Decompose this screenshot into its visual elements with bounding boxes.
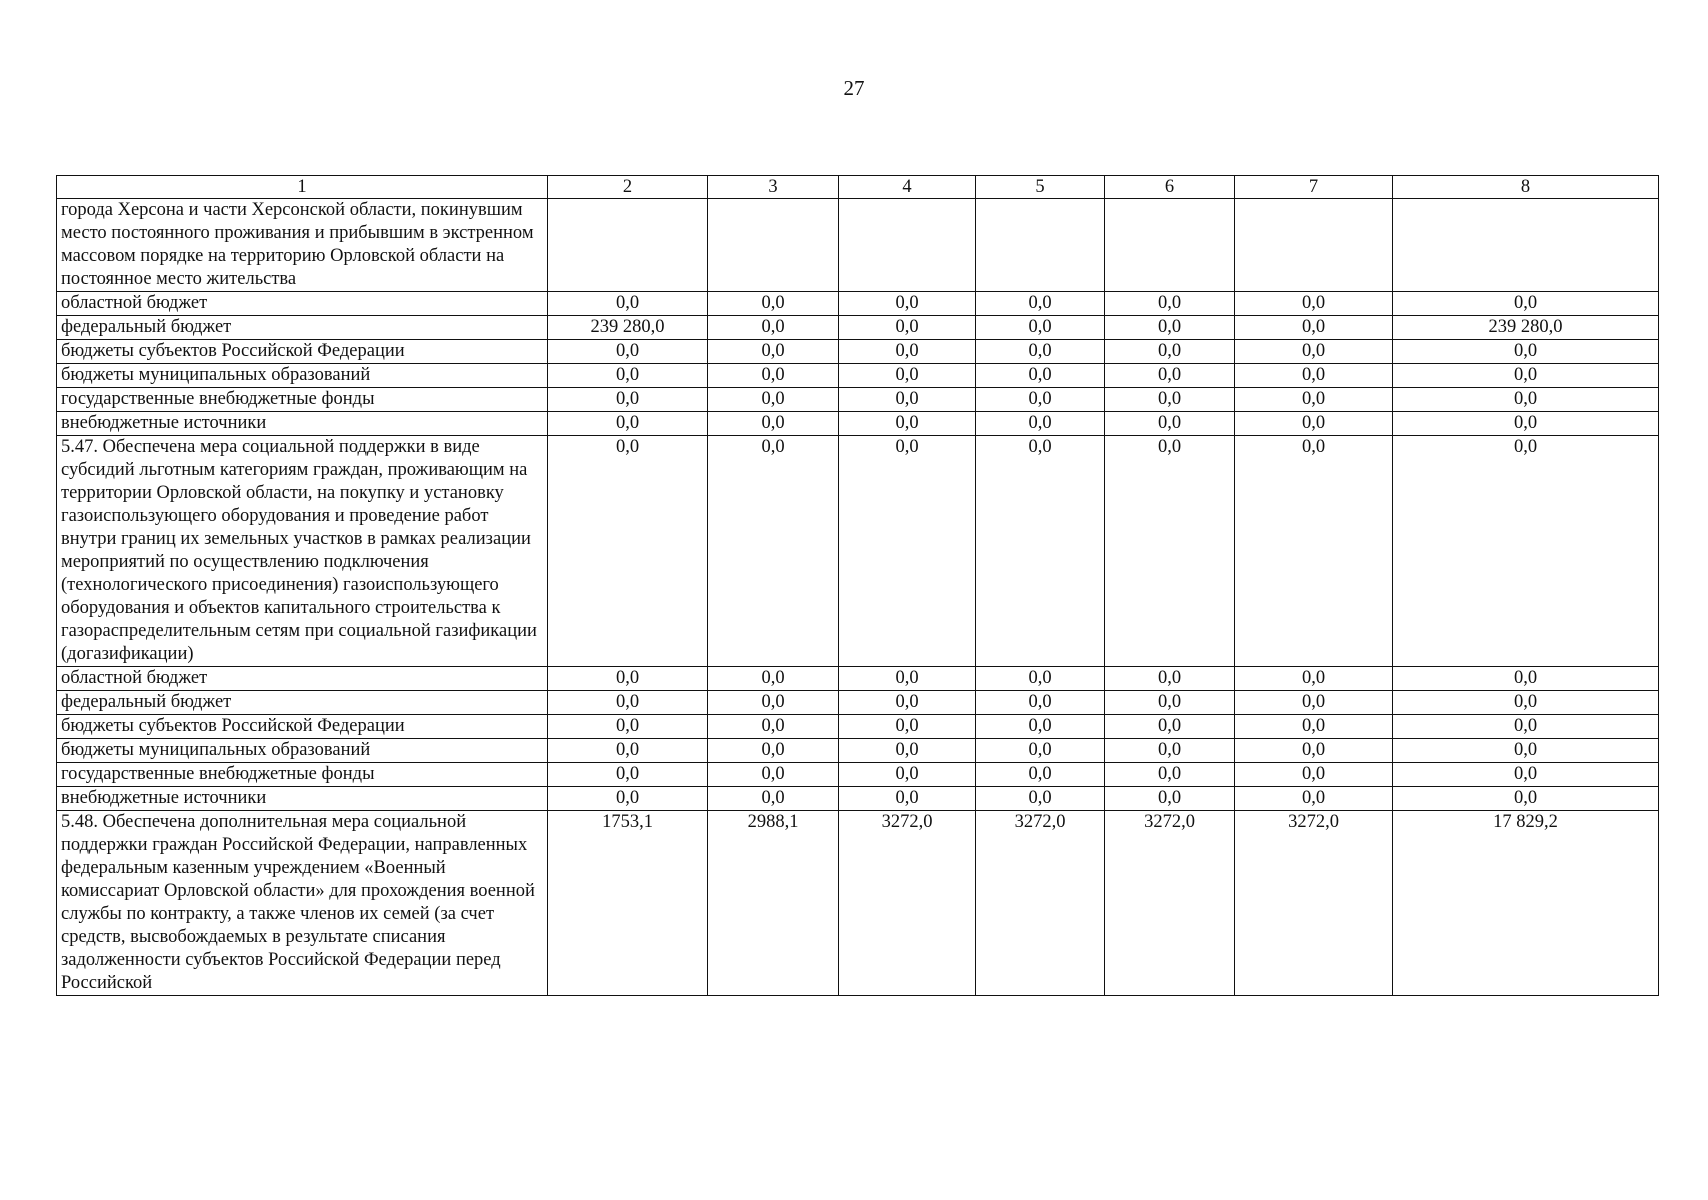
amount-cell: 0,0: [976, 412, 1105, 436]
amount-cell: 0,0: [1393, 715, 1659, 739]
amount-cell: 0,0: [839, 316, 976, 340]
amount-cell: 0,0: [708, 388, 839, 412]
amount-cell: 17 829,2: [1393, 811, 1659, 996]
amount-cell: 0,0: [976, 691, 1105, 715]
funding-source-row: [57, 340, 1659, 364]
amount-cell: 0,0: [1393, 739, 1659, 763]
amount-cell: 0,0: [708, 292, 839, 316]
amount-cell: 0,0: [1105, 691, 1235, 715]
column-number: 4: [839, 176, 976, 199]
amount-cell: 3272,0: [839, 811, 976, 996]
amount-cell: 0,0: [839, 715, 976, 739]
funding-source-label: бюджеты субъектов Российской Федерации: [57, 715, 548, 739]
column-number: 3: [708, 176, 839, 199]
amount-cell: 0,0: [976, 388, 1105, 412]
amount-cell: 3272,0: [1235, 811, 1393, 996]
amount-cell: 0,0: [1105, 787, 1235, 811]
amount-cell: 0,0: [1393, 691, 1659, 715]
funding-source-row: [57, 364, 1659, 388]
amount-cell: [839, 199, 976, 292]
amount-cell: 0,0: [708, 715, 839, 739]
amount-cell: 0,0: [1235, 691, 1393, 715]
funding-source-row: [57, 667, 1659, 691]
amount-cell: 0,0: [976, 364, 1105, 388]
amount-cell: 0,0: [548, 412, 708, 436]
amount-cell: 0,0: [708, 364, 839, 388]
funding-source-label: государственные внебюджетные фонды: [57, 763, 548, 787]
amount-cell: 0,0: [1235, 340, 1393, 364]
measure-row: [57, 436, 1659, 667]
funding-source-row: [57, 292, 1659, 316]
amount-cell: 0,0: [1393, 412, 1659, 436]
amount-cell: 0,0: [839, 763, 976, 787]
amount-cell: 0,0: [1105, 763, 1235, 787]
amount-cell: [1235, 199, 1393, 292]
amount-cell: 0,0: [976, 292, 1105, 316]
amount-cell: 0,0: [839, 667, 976, 691]
amount-cell: 0,0: [1235, 667, 1393, 691]
measure-description: города Херсона и части Херсонской области, покинувшим место постоянного проживания и прибывшим в экстренном массовом порядке на территорию Орловской области на постоянное место жительства: [57, 199, 548, 292]
amount-cell: 0,0: [1105, 739, 1235, 763]
amount-cell: [708, 199, 839, 292]
amount-cell: 0,0: [1235, 364, 1393, 388]
column-number: 8: [1393, 176, 1659, 199]
amount-cell: 0,0: [548, 436, 708, 667]
amount-cell: 0,0: [1235, 388, 1393, 412]
amount-cell: 0,0: [1393, 292, 1659, 316]
amount-cell: 0,0: [1235, 316, 1393, 340]
amount-cell: 0,0: [839, 739, 976, 763]
amount-cell: 0,0: [839, 412, 976, 436]
column-number: 1: [57, 176, 548, 199]
amount-cell: 0,0: [1393, 667, 1659, 691]
amount-cell: 0,0: [1235, 739, 1393, 763]
amount-cell: 0,0: [1235, 412, 1393, 436]
amount-cell: [976, 199, 1105, 292]
amount-cell: 0,0: [1105, 316, 1235, 340]
amount-cell: 0,0: [1105, 667, 1235, 691]
funding-source-row: [57, 316, 1659, 340]
amount-cell: 0,0: [976, 436, 1105, 667]
amount-cell: 0,0: [1235, 715, 1393, 739]
amount-cell: 0,0: [548, 763, 708, 787]
measure-row: [57, 811, 1659, 996]
column-number-row: [57, 176, 1659, 199]
amount-cell: 0,0: [1105, 412, 1235, 436]
funding-source-row: [57, 715, 1659, 739]
funding-source-label: федеральный бюджет: [57, 691, 548, 715]
column-number: 2: [548, 176, 708, 199]
amount-cell: 0,0: [839, 364, 976, 388]
amount-cell: 0,0: [976, 787, 1105, 811]
amount-cell: 239 280,0: [1393, 316, 1659, 340]
amount-cell: 0,0: [839, 292, 976, 316]
amount-cell: 0,0: [1393, 364, 1659, 388]
amount-cell: 0,0: [708, 667, 839, 691]
funding-source-label: внебюджетные источники: [57, 787, 548, 811]
amount-cell: 0,0: [708, 340, 839, 364]
amount-cell: 0,0: [708, 691, 839, 715]
amount-cell: 0,0: [839, 340, 976, 364]
amount-cell: 0,0: [839, 388, 976, 412]
page-number: 27: [843, 76, 865, 100]
amount-cell: 0,0: [1105, 388, 1235, 412]
amount-cell: 0,0: [976, 667, 1105, 691]
funding-source-row: [57, 763, 1659, 787]
amount-cell: 0,0: [548, 787, 708, 811]
amount-cell: 0,0: [1105, 364, 1235, 388]
funding-source-label: бюджеты муниципальных образований: [57, 739, 548, 763]
amount-cell: 0,0: [1105, 292, 1235, 316]
measure-description: 5.48. Обеспечена дополнительная мера социальной поддержки граждан Российской Федерации, направленных федеральным казенным учреждением «Военный комиссариат Орловской области» для прохождения военной службы по контракту, а также членов их семей (за счет средств, высвобождаемых в результате списания задолженности субъектов Российской Федерации перед Российской: [57, 811, 548, 996]
amount-cell: 0,0: [1393, 388, 1659, 412]
amount-cell: 2988,1: [708, 811, 839, 996]
amount-cell: 0,0: [548, 292, 708, 316]
amount-cell: 0,0: [708, 412, 839, 436]
funding-source-row: [57, 412, 1659, 436]
funding-source-label: государственные внебюджетные фонды: [57, 388, 548, 412]
amount-cell: 0,0: [1235, 436, 1393, 667]
amount-cell: 0,0: [1235, 763, 1393, 787]
amount-cell: 0,0: [976, 715, 1105, 739]
funding-source-label: областной бюджет: [57, 667, 548, 691]
amount-cell: 0,0: [839, 787, 976, 811]
amount-cell: 0,0: [1393, 340, 1659, 364]
table-body: [57, 199, 1659, 996]
amount-cell: 0,0: [548, 715, 708, 739]
amount-cell: [1393, 199, 1659, 292]
amount-cell: 3272,0: [1105, 811, 1235, 996]
amount-cell: 0,0: [1235, 292, 1393, 316]
amount-cell: 239 280,0: [548, 316, 708, 340]
amount-cell: 0,0: [708, 739, 839, 763]
amount-cell: 0,0: [1393, 763, 1659, 787]
measure-row: [57, 199, 1659, 292]
amount-cell: 0,0: [1235, 787, 1393, 811]
amount-cell: 0,0: [839, 436, 976, 667]
amount-cell: 0,0: [976, 316, 1105, 340]
column-number: 5: [976, 176, 1105, 199]
amount-cell: 0,0: [548, 691, 708, 715]
amount-cell: 0,0: [976, 763, 1105, 787]
amount-cell: 0,0: [548, 739, 708, 763]
budget-table: [56, 175, 1659, 996]
amount-cell: 0,0: [1393, 436, 1659, 667]
amount-cell: 0,0: [976, 739, 1105, 763]
amount-cell: 0,0: [1105, 340, 1235, 364]
funding-source-label: федеральный бюджет: [57, 316, 548, 340]
funding-source-row: [57, 388, 1659, 412]
amount-cell: 0,0: [976, 340, 1105, 364]
amount-cell: 0,0: [708, 316, 839, 340]
amount-cell: [1105, 199, 1235, 292]
amount-cell: 3272,0: [976, 811, 1105, 996]
column-number: 6: [1105, 176, 1235, 199]
funding-source-label: бюджеты субъектов Российской Федерации: [57, 340, 548, 364]
amount-cell: 0,0: [548, 364, 708, 388]
amount-cell: 0,0: [708, 787, 839, 811]
funding-source-row: [57, 739, 1659, 763]
funding-source-row: [57, 787, 1659, 811]
column-number: 7: [1235, 176, 1393, 199]
amount-cell: 0,0: [1105, 715, 1235, 739]
amount-cell: [548, 199, 708, 292]
amount-cell: 0,0: [548, 388, 708, 412]
amount-cell: 0,0: [548, 667, 708, 691]
amount-cell: 0,0: [708, 436, 839, 667]
funding-source-label: внебюджетные источники: [57, 412, 548, 436]
measure-description: 5.47. Обеспечена мера социальной поддержки в виде субсидий льготным категориям граждан, проживающим на территории Орловской области, на покупку и установку газоиспользующего оборудования и проведение работ внутри границ их земельных участков в рамках реализации мероприятий по осуществлению подключения (технологического присоединения) газоиспользующего оборудования и объектов капитального строительства к газораспределительным сетям при социальной газификации (догазификации): [57, 436, 548, 667]
amount-cell: 0,0: [1105, 436, 1235, 667]
amount-cell: 0,0: [548, 340, 708, 364]
funding-source-label: областной бюджет: [57, 292, 548, 316]
amount-cell: 0,0: [1393, 787, 1659, 811]
amount-cell: 0,0: [708, 763, 839, 787]
funding-source-row: [57, 691, 1659, 715]
amount-cell: 0,0: [839, 691, 976, 715]
funding-source-label: бюджеты муниципальных образований: [57, 364, 548, 388]
amount-cell: 1753,1: [548, 811, 708, 996]
